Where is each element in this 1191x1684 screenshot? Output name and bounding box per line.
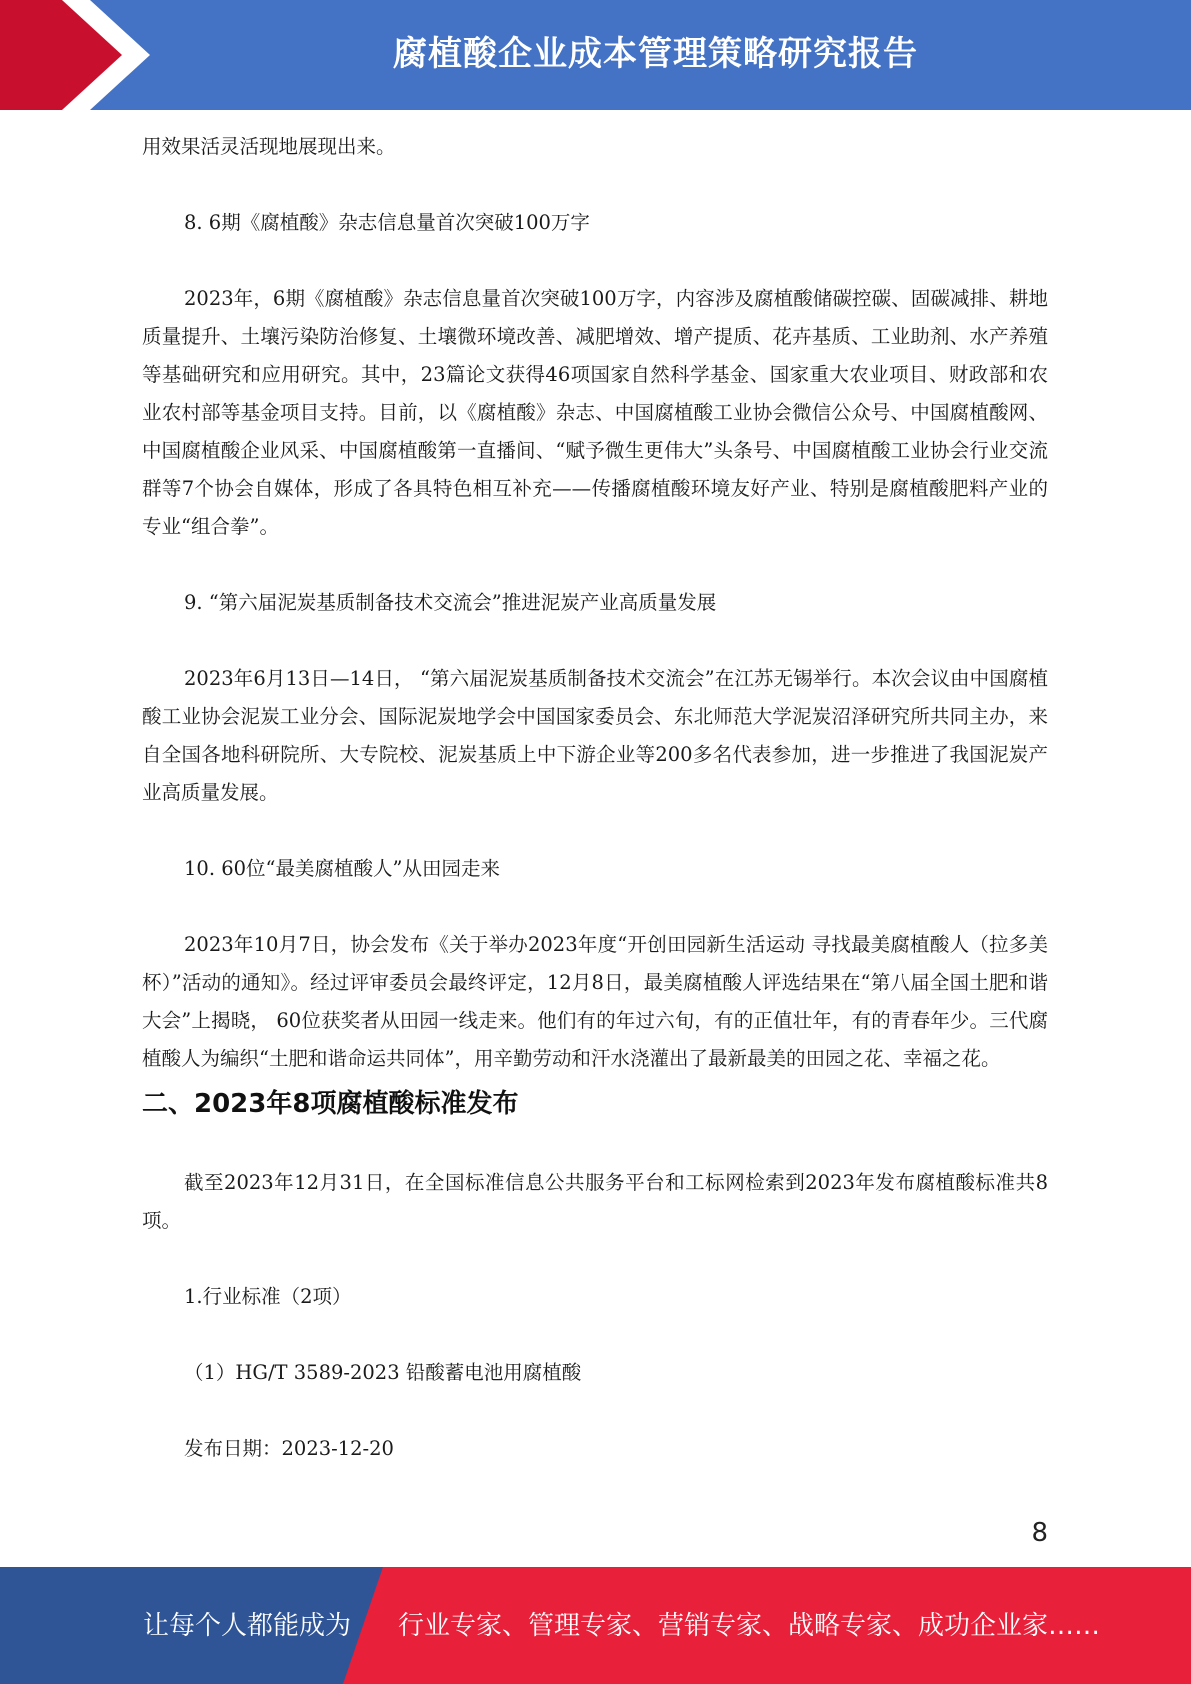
footer-slogan-right: 行业专家、管理专家、营销专家、战略专家、成功企业家…… (398, 1611, 1101, 1641)
item-9-paragraph: 2023年6月13日—14日， “第六届泥炭基质制备技术交流会”在江苏无锡举行。本次会议由中国腐植酸工业协会泥炭工业分会、国际泥炭地学会中国国家委员会、东北师范大学泥炭沼泽研究所共同主办，来自全国各地科研院所、大专院校、泥炭基质上中下游企业等200多名代表参加，进一步推进了我国泥炭产业高质量发展。 (142, 667, 1048, 804)
standard-item-1-date: 发布日期：2023-12-20 (184, 1437, 394, 1460)
item-8-title: 8. 6期《腐植酸》杂志信息量首次突破100万字 (184, 211, 590, 234)
continued-paragraph: 用效果活灵活现地展现出来。 (142, 135, 396, 158)
item-9-title: 9. “第六届泥炭基质制备技术交流会”推进泥炭产业高质量发展 (184, 591, 717, 614)
page-footer (0, 1567, 1191, 1684)
header-title: 腐植酸企业成本管理策略研究报告 (393, 34, 918, 74)
header-chevron-icon (0, 0, 160, 110)
item-8-paragraph: 2023年，6期《腐植酸》杂志信息量首次突破100万字，内容涉及腐植酸储碳控碳、固碳减排、耕地质量提升、土壤污染防治修复、土壤微环境改善、减肥增效、增产提质、花卉基质、工业助剂、水产养殖等基础研究和应用研究。其中，23篇论文获得46项国家自然科学基金、国家重大农业项目、财政部和农业农村部等基金项目支持。目前，以《腐植酸》杂志、中国腐植酸工业协会微信公众号、中国腐植酸网、中国腐植酸企业风采、中国腐植酸第一直播间、“赋予微生更伟大”头条号、中国腐植酸工业协会行业交流群等7个协会自媒体，形成了各具特色相互补充——传播腐植酸环境友好产业、特别是腐植酸肥料产业的专业“组合拳”。 (142, 287, 1048, 538)
item-10-paragraph: 2023年10月7日，协会发布《关于举办2023年度“开创田园新生活运动 寻找最美腐植酸人（拉多美杯）”活动的通知》。经过评审委员会最终评定，12月8日，最美腐植酸人评选结果在“第八届全国土肥和谐大会”上揭晓， 60位获奖者从田园一线走来。他们有的年过六旬，有的正值壮年，有的青春年少。三代腐植酸人为编织“土肥和谐命运共同体”，用辛勤劳动和汗水浇灌出了最新最美的田园之花、幸福之花。 (142, 933, 1048, 1070)
page-number: 8 (1031, 1518, 1048, 1548)
page-header (0, 0, 1191, 110)
footer-slogan-left: 让每个人都能成为 (143, 1611, 352, 1641)
standard-item-1: （1）HG/T 3589-2023 铅酸蓄电池用腐植酸 (184, 1361, 582, 1384)
section-2-paragraph: 截至2023年12月31日，在全国标准信息公共服务平台和工标网检索到2023年发布腐植酸标准共8项。 (142, 1171, 1048, 1232)
page-body (142, 128, 1048, 1468)
section-2-heading: 二、2023年8项腐植酸标准发布 (142, 1089, 519, 1119)
industry-standard-title: 1.行业标准（2项） (184, 1285, 352, 1308)
item-10-title: 10. 60位“最美腐植酸人”从田园走来 (184, 857, 500, 880)
